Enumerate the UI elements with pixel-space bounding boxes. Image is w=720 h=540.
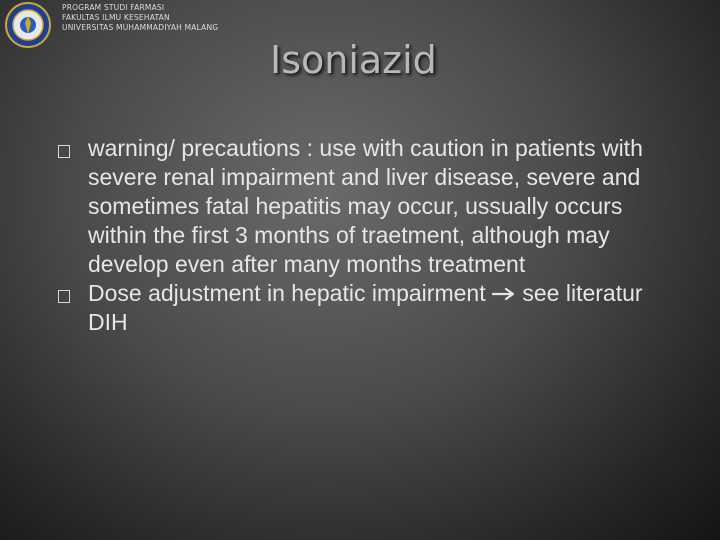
bullet-list [58,134,678,337]
institution-header [62,3,218,33]
university-logo [2,2,54,48]
list-item [58,134,678,279]
bullet-text-part: see literatur DIH [88,280,643,335]
square-bullet-icon [58,290,70,303]
right-arrow-icon [492,280,516,306]
faculty-name: FAKULTAS ILMU KESEHATAN [62,13,170,22]
program-name: PROGRAM STUDI FARMASI [62,3,165,12]
slide-title: Isoniazid [270,38,437,82]
list-item [58,279,678,337]
bullet-text-part: Dose adjustment in hepatic impairment [88,280,492,306]
bullet-text: warning/ precautions : use with caution in patients with severe renal impairment and liver disease, severe and sometimes fatal hepatitis may occur, ussually occurs within the first 3 months of traetment, although may develop even after many months treatment [88,135,643,277]
bullet-text [88,279,658,337]
square-bullet-icon [58,145,70,158]
university-name: UNIVERSITAS MUHAMMADIYAH MALANG [62,23,219,32]
